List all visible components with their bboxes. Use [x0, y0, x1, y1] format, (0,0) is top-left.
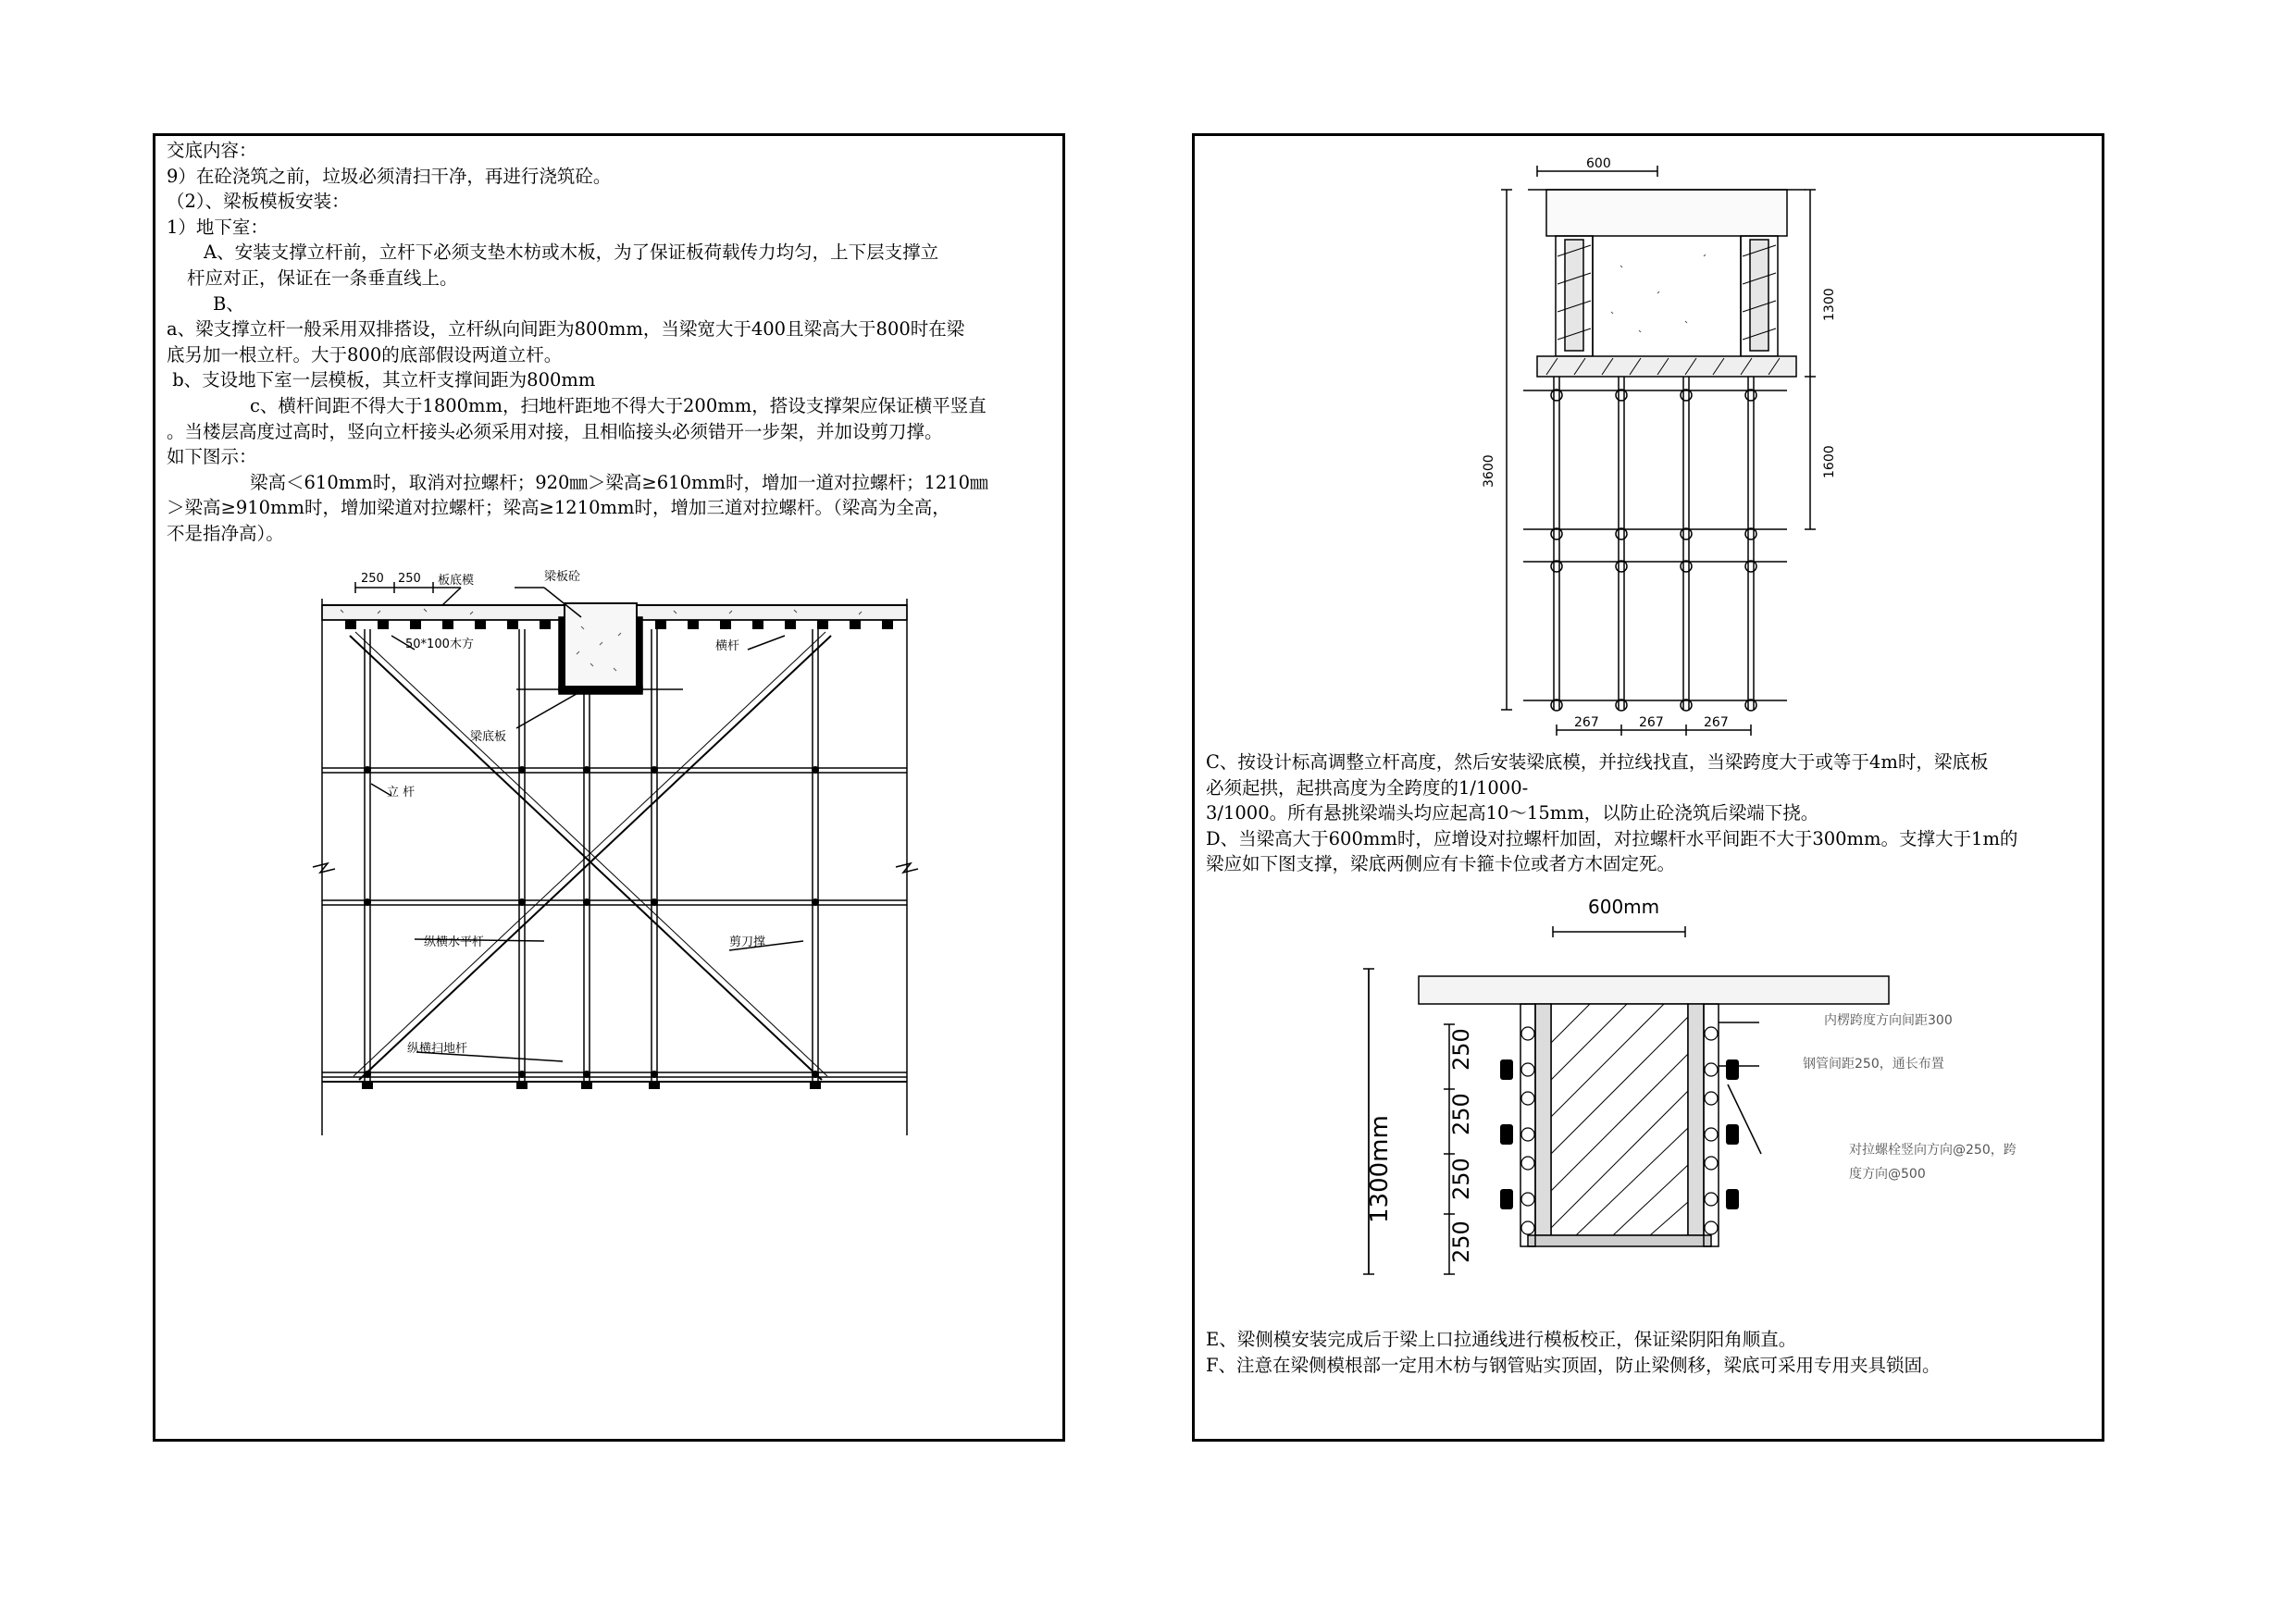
- dim-1300: 1300: [1822, 288, 1837, 321]
- note-pipe-spacing: 钢管间距250，通长布置: [1803, 1057, 1944, 1072]
- label-crossbar: 横杆: [715, 639, 740, 653]
- dim-267-c: 267: [1704, 715, 1729, 730]
- text-line: （2）、梁板模板安装：: [167, 191, 350, 213]
- dim-width-600mm: 600mm: [1588, 896, 1660, 918]
- text-line: 不是指净高）。: [167, 522, 284, 544]
- note-bolt-vertical: 对拉螺栓竖向方向@250，跨: [1849, 1143, 2017, 1158]
- text-line: E、梁侧模安装完成后于梁上口拉通线进行模板校正，保证梁阴阳角顺直。: [1206, 1329, 1797, 1350]
- text-line: 必须起拱，起拱高度为全跨度的1/1000-: [1206, 776, 1529, 799]
- dim-250-b: 250: [398, 572, 421, 586]
- note-bolt-span: 度方向@500: [1849, 1167, 1926, 1182]
- text-line: b、支设地下室一层模板，其立杆支撑间距为800mm: [167, 369, 596, 391]
- text-line: 梁应如下图支撑，梁底两侧应有卡箍卡位或者方木固定死。: [1206, 853, 1676, 875]
- label-beam-bottom: 梁底板: [470, 730, 507, 744]
- text-line: 如下图示：: [167, 446, 257, 468]
- label-scissor: 剪刀撑: [729, 935, 766, 949]
- text-line: 梁高＜610mm时，取消对拉螺杆；920㎜＞梁高≥610mm时，增加一道对拉螺杆；1210㎜: [250, 471, 988, 493]
- label-sweep: 纵横扫地杆: [407, 1042, 468, 1056]
- dim-267-a: 267: [1574, 715, 1599, 730]
- text-line: 。当楼层高度过高时，竖向立杆接头必须采用对接，且相临接头必须错开一步架，并加设剪刀撑。: [167, 420, 943, 442]
- right-page: [1192, 133, 2104, 1442]
- dim-267-b: 267: [1639, 715, 1664, 730]
- dim-250-1: 250: [1448, 1028, 1474, 1071]
- text-line: A、安装支撑立杆前，立杆下必须支垫木枋或木板，为了保证板荷载传力均匀，上下层支撑立: [204, 242, 939, 264]
- dim-250-3: 250: [1448, 1158, 1474, 1200]
- label-timber: 50*100木方: [405, 638, 474, 651]
- text-line: D、当梁高大于600mm时，应增设对拉螺杆加固，对拉螺杆水平间距不大于300mm。支撑大于1m的: [1206, 827, 2018, 849]
- text-line: 底另加一根立杆。大于800的底部假设两道立杆。: [167, 343, 563, 365]
- right-text-bottom: [1206, 1327, 2094, 1378]
- text-line: 9）在砼浇筑之前，垃圾必须清扫干净，再进行浇筑砼。: [167, 165, 612, 187]
- text-line: F、注意在梁侧模根部一定用木枋与钢管贴实顶固，防止梁侧移，梁底可采用专用夹具锁固。: [1206, 1354, 1941, 1376]
- label-post: 立 杆: [387, 786, 416, 799]
- dim-1600: 1600: [1822, 445, 1837, 478]
- text-line: 交底内容：: [167, 140, 257, 161]
- dim-250-2: 250: [1448, 1093, 1474, 1135]
- label-slab-formwork: 板底模: [438, 574, 475, 588]
- label-beam-slab: 梁板砼: [544, 570, 581, 584]
- text-line: C、按设计标高调整立杆高度，然后安装梁底模，并拉线找直，当梁跨度大于或等于4m时，梁底板: [1206, 751, 1989, 773]
- dim-total-1300mm: 1300mm: [1366, 1115, 1394, 1223]
- dim-width-600: 600: [1586, 156, 1611, 171]
- dim-250-a: 250: [361, 572, 384, 586]
- formwork-support-diagram: [155, 136, 1068, 1444]
- label-horizontal: 纵横水平杆: [424, 935, 485, 949]
- left-page: [153, 133, 1065, 1442]
- note-inner-joist-spacing: 内楞跨度方向间距300: [1824, 1013, 1953, 1028]
- text-line: a、梁支撑立杆一般采用双排搭设，立杆纵向间距为800mm，当梁宽大于400且梁高大于800时在梁: [167, 318, 965, 341]
- text-line: B、: [213, 292, 244, 315]
- text-line: 3/1000。所有悬挑梁端头均应起高10～15mm，以防止砼浇筑后梁端下挠。: [1206, 802, 1819, 824]
- text-line: 1）地下室：: [167, 216, 268, 238]
- text-line: c、横杆间距不得大于1800mm，扫地杆距地不得大于200mm，搭设支撑架应保证横平竖直: [250, 394, 987, 416]
- dim-3600: 3600: [1482, 454, 1496, 488]
- text-line: 杆应对正，保证在一条垂直线上。: [187, 266, 458, 289]
- beam-side-form-diagram: [1195, 136, 2107, 1444]
- text-line: ＞梁高≥910mm时，增加梁道对拉螺杆；梁高≥1210mm时，增加三道对拉螺杆。（梁高为全高，: [167, 497, 950, 519]
- dim-250-4: 250: [1448, 1220, 1474, 1263]
